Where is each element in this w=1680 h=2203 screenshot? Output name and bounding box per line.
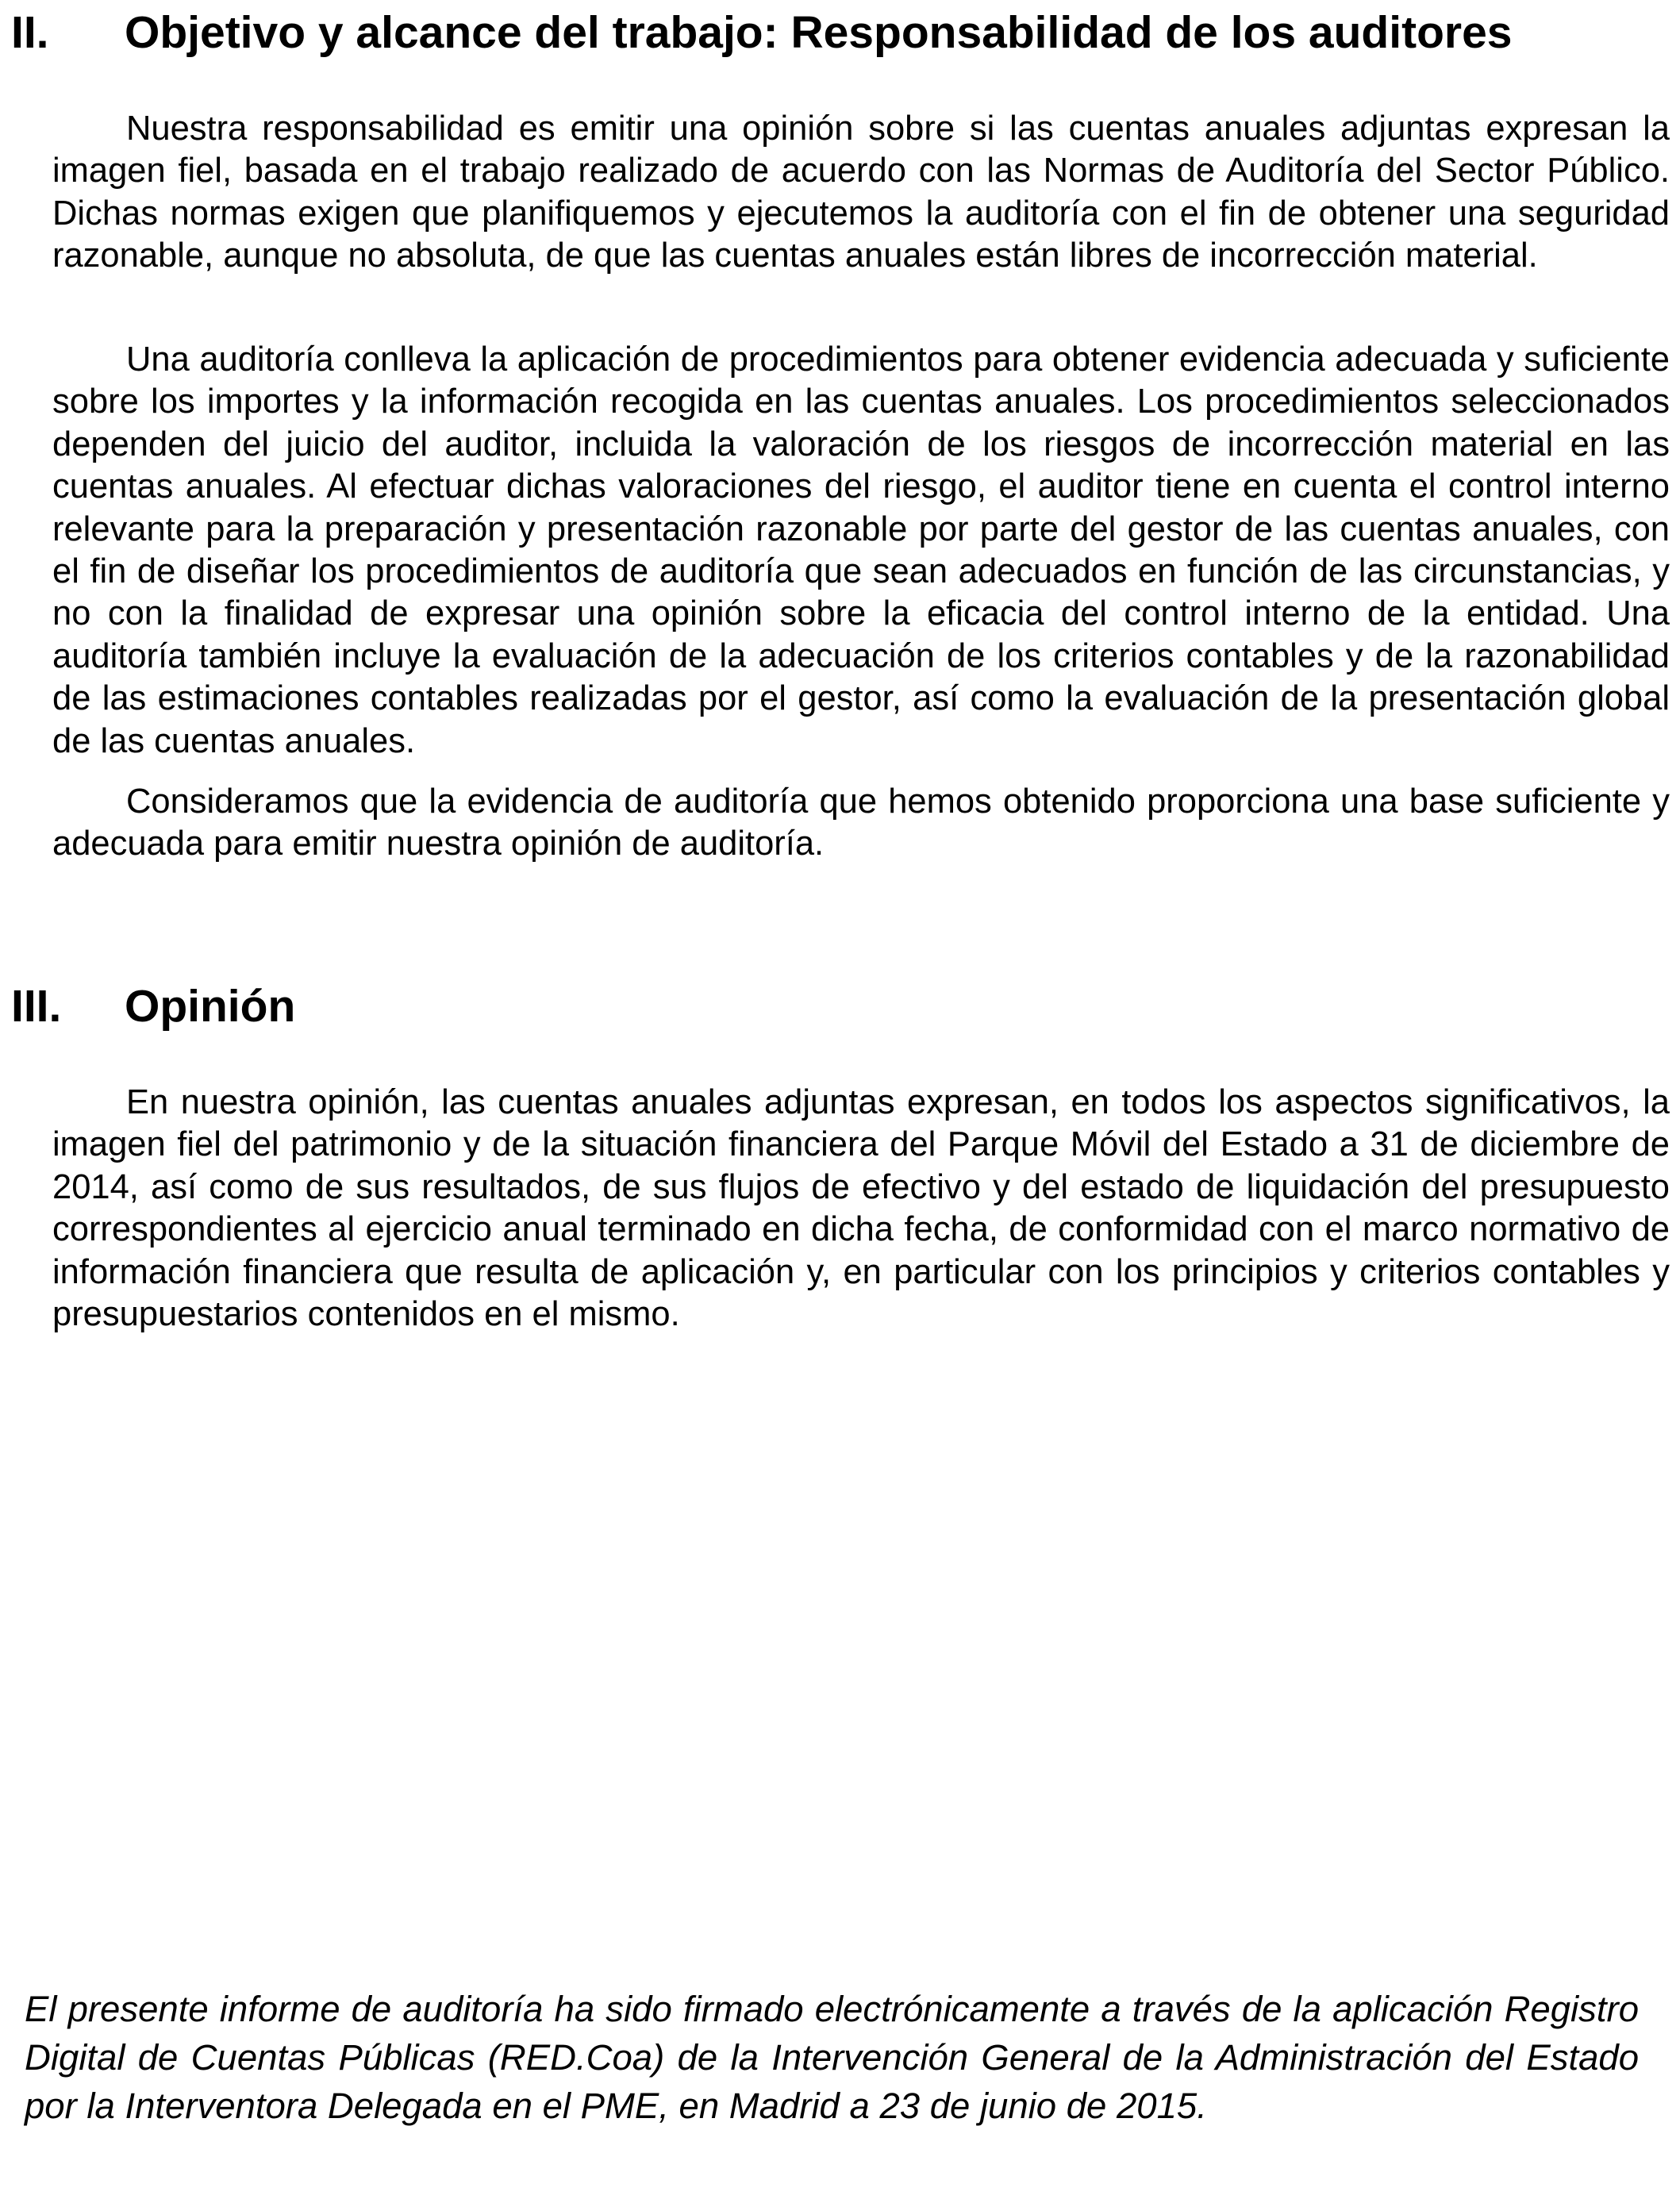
paragraph-responsabilidad: Nuestra responsabilidad es emitir una opinión sobre si las cuentas anuales adjuntas expresan la imagen fiel, basada en el trabajo realizado de acuerdo con las Normas de Auditoría del Sector Público. Dichas normas exigen que planifiquemos y ejecutemos la auditoría con el fin de obtener una seguridad razonable, aunque no absoluta, de que las cuentas anuales están libres de incorrección material. — [52, 110, 1670, 275]
section-title: Objetivo y alcance del trabajo: Responsabilidad de los auditores — [125, 7, 1513, 58]
paragraph-procedimientos: Una auditoría conlleva la aplicación de procedimientos para obtener evidencia adecuada y suficiente sobre los importes y la información recogida en las cuentas anuales. Los procedimientos seleccionados dependen del juicio del auditor, incluida la valoración de los riesgos de incorrección material en las cuentas anuales. Al efectuar dichas valoraciones del riesgo, el auditor tiene en cuenta el control interno relevante para la preparación y presentación razonable por parte del gestor de las cuentas anuales, con el fin de diseñar los procedimientos de auditoría que sean adecuados en función de las circunstancias, y no con la finalidad de expresar una opinión sobre la eficacia del control interno de la entidad. Una auditoría también incluye la evaluación de la adecuación de los criterios contables y de la razonabilidad de las estimaciones contables realizadas por el gestor, así como la evaluación de la presentación global de las cuentas anuales. — [52, 340, 1670, 760]
section-number: III. — [11, 981, 62, 1032]
paragraph-evidencia: Consideramos que la evidencia de auditoría que hemos obtenido proporciona una base suficiente y adecuada para emitir nuestra opinión de auditoría. — [52, 782, 1670, 863]
section-title: Opinión — [125, 981, 296, 1032]
section-number: II. — [11, 7, 49, 58]
paragraph-opinion: En nuestra opinión, las cuentas anuales adjuntas expresan, en todos los aspectos significativos, la imagen fiel del patrimonio y de la situación financiera del Parque Móvil del Estado a 31 de diciembre de 2014, así como de sus resultados, de sus flujos de efectivo y del estado de liquidación del presupuesto correspondientes al ejercicio anual terminado en dicha fecha, de conformidad con el marco normativo de información financiera que resulta de aplicación y, en particular con los principios y criterios contables y presupuestarios contenidos en el mismo. — [52, 1083, 1670, 1334]
electronic-signature-note: El presente informe de auditoría ha sido firmado electrónicamente a través de la aplicación Registro Digital de Cuentas Públicas (RED.Coa) de la Intervención General de la Administración del Estado por la Interventora Delegada en el PME, en Madrid a 23 de junio de 2015. — [25, 1989, 1639, 2126]
